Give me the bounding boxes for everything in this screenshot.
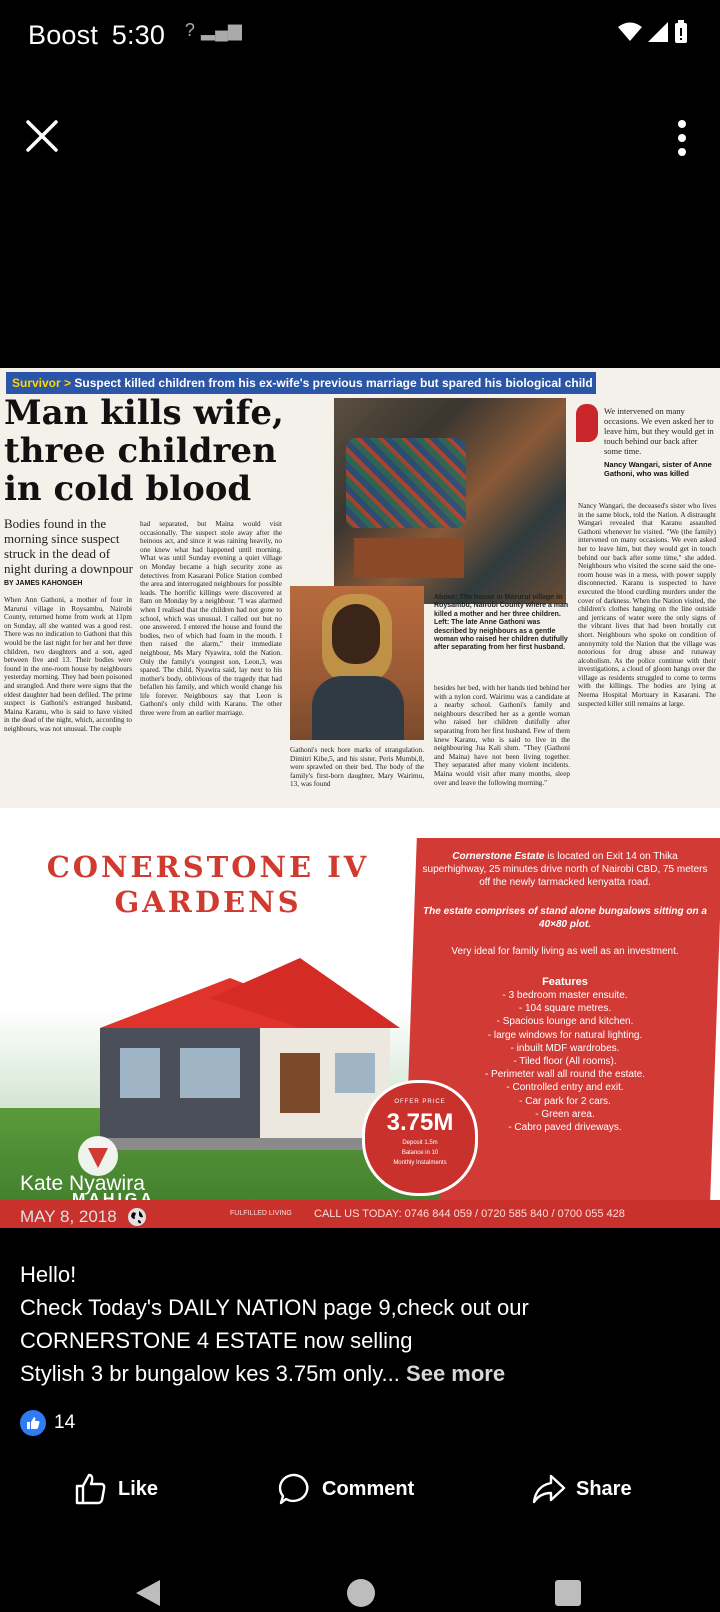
ad-feature-item: - large windows for natural lighting.: [487, 1029, 643, 1041]
like-label: Like: [118, 1477, 159, 1500]
post-line-text: Stylish 3 br bungalow kes 3.75m only...: [20, 1361, 400, 1386]
news-column-4: besides her bed, with her hands tied behind her with a nylon cord. Wairimu was a candidate at a nearby school. Gathoni's family and neighbours described her as a gentle woman who raised her children dutifully after separating from her first husband. Few of them knew Karanu, who is said to live in the neighbouring Jua Kali slum. "They (Gathoni and Maina) have not been living together. They separated after many violent incidents. Maina would visit after many months, sleep over and leave the following morning.": [434, 684, 570, 787]
photo-caption: Above: The house in Marurui village in Roysambu, Nairobi County where a man killed a mother and her three children. Left: The late Anne Gathoni was described by neighbours as a gentle woman who raised her children dutifully after separating from her first husband.: [434, 594, 569, 652]
like-reaction-icon: [20, 1410, 46, 1436]
news-column-2: had separated, but Maina would visit occasionally. The suspect stole away after the heinous act, and since it was raining heavily, no one knew what had happened until morning. What was until Sunday evening a quiet village on Monday became a high security zone as detectives from Kasarani Police Station combed the area and interrogated neighbours for possible leads. The horrific killings were discovered at 8am on Monday by a neighbour. "I was alarmed when I realised that the children had not gone to school, which was unusual. I called out but no one answered. I entered the house and found the bodies, two of which had foam in the mouth. I then raised the alarm," their immediate neighbour, Ms Mary Nyawira, told the Nation. Only the family's youngest son, Leon,3, was spared. The child, Nyawira said, lay next to his mother's body, oblivious of the tragedy that had befallen his family, and which would change his life forever. Neighbours say that Leon is Gathoni's only child with Karanu. The other three were from an earlier marriage.: [140, 520, 282, 718]
post-author[interactable]: Kate Nyawira: [20, 1172, 145, 1195]
price-label: OFFER PRICE: [394, 1099, 446, 1105]
ad-location: [420, 850, 710, 889]
ad-feature-item: - Green area.: [535, 1108, 595, 1120]
price-instalments: Monthly Instalments: [393, 1160, 447, 1166]
estate-advert: [0, 808, 720, 1228]
ad-feature-item: - Cabro paved driveways.: [508, 1122, 622, 1134]
ad-footer-phones: CALL US TODAY: 0746 844 059 / 0720 585 840 / 0700 055 428: [314, 1208, 625, 1220]
ad-feature-item: - 104 square metres.: [518, 1003, 612, 1015]
kicker-text: Suspect killed children from his ex-wife's previous marriage but spared his biological child: [74, 376, 593, 390]
ad-feature-item: - Perimeter wall all round the estate.: [484, 1069, 646, 1081]
ad-ideal: Very ideal for family living as well as an investment.: [451, 946, 679, 957]
price-value: 3.75M: [386, 1109, 454, 1136]
ad-footer-tagline: FULFILLED LIVING: [230, 1210, 292, 1217]
price-deposit: Deposit 1.5m: [402, 1140, 438, 1146]
close-icon[interactable]: [24, 118, 60, 154]
ad-details: [420, 850, 710, 1134]
post-caption: [20, 1258, 700, 1390]
like-icon: [74, 1472, 108, 1506]
globe-icon: [127, 1207, 147, 1227]
clock: 5:30: [111, 20, 166, 50]
ad-title-line-2: GARDENS: [114, 885, 302, 919]
house-photo-table: [354, 538, 464, 578]
news-headline: [4, 394, 324, 508]
quote-mark-icon: [576, 404, 598, 442]
post-line-last: [20, 1357, 700, 1390]
see-more-link[interactable]: See more: [406, 1361, 506, 1386]
share-button[interactable]: [532, 1472, 632, 1506]
back-icon[interactable]: [134, 1578, 162, 1608]
share-icon: [532, 1472, 566, 1506]
newspaper-clipping: [0, 368, 720, 808]
recents-icon[interactable]: [554, 1579, 582, 1607]
ad-features-title: Features: [542, 976, 588, 988]
house-photo-cloth: [346, 438, 466, 528]
news-column-5: Nancy Wangari, the deceased's sister who lives in the same block, told the Nation. A distraught Wangari revealed that Karanu assaulted Gathoni whenever he visited. "We (the family) intervened on many occasions. We even asked her to leave him, but they would get in touch behind our back after some time," she added. Neighbours who visited the scene said the one-room house was in a mess, with power supply disconnected. Karanu is suspected to have executed the blood curdling murders under the cover of darkness. When the Nation visited, the children's clothes hanging on the line outside and jerricans of water were the only signs of the vibrant lives that had been brutally cut short. Neighbours who spoke on condition of anonymity told the Nation that the village was notorious for drug abuse and runaway alcoholism. As the police continue with their investigations, a cloud of gloom hangs over the village as residents struggled to come to terms with the killings. The bodies are lying at Neema Hospital Mortuary in Kasarani. The suspected killer still remains at large.: [578, 502, 716, 708]
comment-button[interactable]: [278, 1472, 414, 1506]
news-byline: BY JAMES KAHONGEH: [4, 580, 83, 587]
roaming-signal-icon: ? ▂▄▆: [184, 20, 243, 40]
battery-icon: [674, 20, 688, 44]
ad-feature-item: - Spacious lounge and kitchen.: [496, 1016, 634, 1028]
ad-location-bold: Cornerstone Estate: [452, 851, 545, 862]
ad-feature-item: - Controlled entry and exit.: [506, 1082, 624, 1094]
kicker-label: Survivor >: [12, 376, 72, 390]
news-kicker: [6, 372, 596, 394]
post-line: Hello!: [20, 1262, 77, 1287]
house-photo: [334, 398, 566, 604]
victim-photo: [290, 586, 424, 740]
reaction-count: 14: [54, 1412, 76, 1433]
status-bar: [0, 0, 720, 72]
system-nav-bar: [0, 1576, 720, 1612]
ad-feature-item: - Tiled floor (All rooms).: [513, 1056, 617, 1068]
post-date-row: [20, 1207, 147, 1227]
news-column-3: Gathoni's neck bore marks of strangulation. Dimitri Kibe,5, and his sister, Peris Mumbi,8, were sprawled on their bed. The body of the family's first-born daughter, Mary Wairimu, 13, was found: [290, 746, 424, 789]
post-photo[interactable]: [0, 368, 720, 1228]
price-balance: Balance in 10: [401, 1150, 439, 1156]
wifi-icon: [618, 22, 642, 42]
post-date[interactable]: MAY 8, 2018: [20, 1207, 117, 1226]
like-button[interactable]: [74, 1472, 158, 1506]
headline-line-2: three children: [4, 431, 277, 471]
status-left: [28, 20, 248, 51]
post-line: CORNERSTONE 4 ESTATE now selling: [20, 1328, 413, 1353]
ad-composition: The estate comprises of stand alone bungalows sitting on a 40×80 plot.: [423, 906, 707, 930]
reactions-summary[interactable]: [20, 1410, 75, 1436]
ad-location-text: is located on Exit 14 on Thika superhighway, 25 minutes drive north of Nairobi CBD, 75 meters off the newly tarmacked kenyatta road.: [422, 851, 708, 888]
cell-signal-icon: [648, 22, 668, 42]
viewer-top-bar: [0, 100, 720, 180]
ad-feature-item: - 3 bedroom master ensuite.: [502, 990, 628, 1001]
pull-quote-author: Nancy Wangari, sister of Anne Gathoni, who was killed: [604, 460, 712, 478]
headline-line-3: in cold blood: [4, 469, 252, 509]
post-line: Check Today's DAILY NATION page 9,check out our: [20, 1295, 529, 1320]
signal-question-label: ?: [184, 20, 196, 40]
news-subhead: Bodies found in the morning since suspect struck in the dead of night during a downpour: [4, 516, 133, 576]
home-icon[interactable]: [346, 1578, 376, 1608]
share-label: Share: [576, 1477, 632, 1500]
carrier-label: Boost: [28, 20, 99, 50]
victim-photo-head: [332, 604, 380, 664]
comment-label: Comment: [322, 1477, 415, 1500]
price-badge: [362, 1080, 478, 1196]
ad-title: [38, 850, 378, 920]
ad-title-line-1: CONERSTONE IV: [46, 850, 370, 884]
ad-feature-item: - Car park for 2 cars.: [519, 1095, 611, 1107]
comment-icon: [278, 1472, 312, 1506]
ad-feature-item: - inbuilt MDF wardrobes.: [510, 1042, 620, 1054]
headline-line-1: Man kills wife,: [4, 393, 284, 433]
victim-photo-body: [312, 676, 404, 740]
pull-quote: We intervened on many occasions. We even asked her to leave him, but they would get in touch behind our back after some time.: [604, 406, 714, 456]
more-options-icon[interactable]: [674, 118, 690, 158]
status-icons: [618, 20, 688, 44]
news-column-1: When Ann Gathoni, a mother of four in Marurui village in Roysambu, Nairobi County, returned home from work at 11pm on Sunday, all she wanted was a good rest. There was no indication to Gathoni that this would be the last night for her and her three children, two daughters and a son, aged between five and 13. Their bodies were found in the one-room house by neighbours yesterday morning. They had been poisoned and strangled. And there were signs that the eldest daughter had been defiled. The prime suspect is Gathoni's estranged husband, Maina Karanu, who is said to have visited in the dead of the night, which, according to neighbours, was not unusual. The couple: [4, 596, 132, 733]
post-actions-bar: [0, 1460, 720, 1520]
